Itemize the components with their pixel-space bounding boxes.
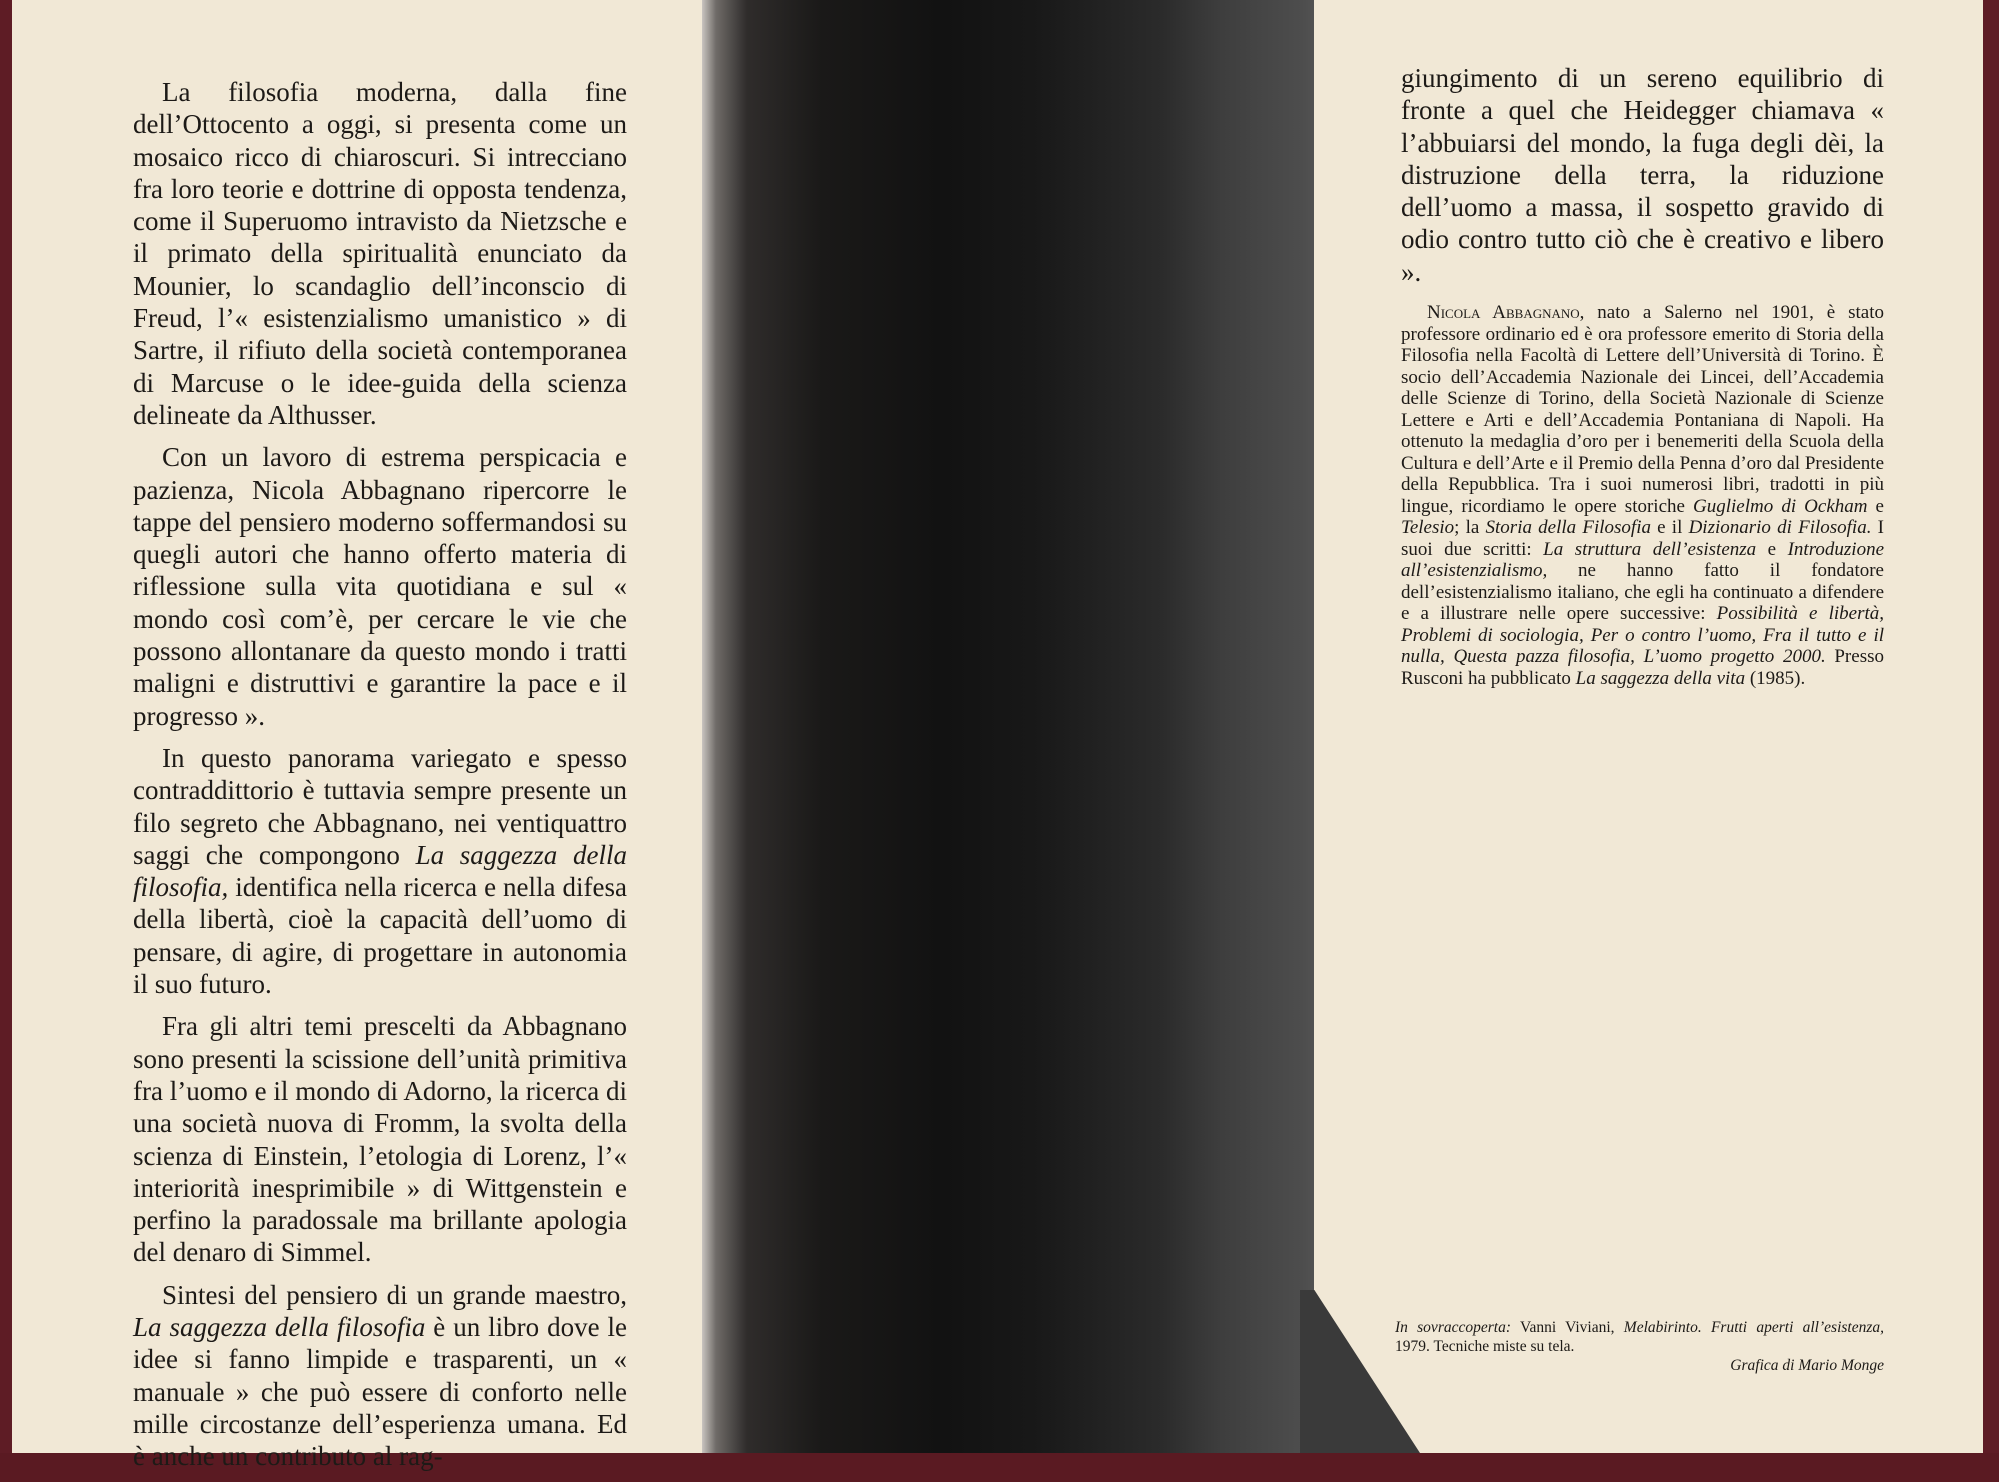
bio-text: I suoi due scritti:: [1401, 517, 1884, 560]
bio-text: e il: [1650, 517, 1689, 538]
work-title: Possibilità e libertà, Problemi di sociologia, Per o contro l’uomo, Fra il tutto e il nulla, Questa pazza filosofia, L’uomo progetto 2000.: [1401, 603, 1884, 667]
book-title: La saggezza della filosofia: [133, 1311, 426, 1342]
left-paragraph-5: [133, 1279, 627, 1473]
author-bio-paragraph: [1401, 302, 1884, 689]
work-title: Guglielmo di Ockham: [1693, 495, 1868, 517]
work-title: La saggezza della vita: [1575, 667, 1746, 689]
right-cover-edge: [1983, 0, 1999, 1453]
graphics-credit: Grafica di Mario Monge: [1730, 1357, 1884, 1374]
credit-artist: Vanni Viviani,: [1511, 1319, 1624, 1336]
bio-text: e: [1756, 538, 1788, 560]
bio-text: ne hanno fatto il fondatore dell’esistenzialismo italiano, che egli ha continuato a difendere e a illustrare nelle opere successive:: [1401, 560, 1884, 624]
author-bio: [1401, 302, 1884, 689]
center-fold-shadow: [702, 0, 1322, 1453]
bio-text: Presso Rusconi ha pubblicato: [1401, 646, 1884, 689]
left-paragraph-3-start: In questo panorama variegato e spesso contraddittorio è tuttavia sempre presente un filo segreto che Abbagnano, nei ventiquattro saggi che compongono: [133, 742, 627, 870]
left-paragraph-3-end: identifica nella ricerca e nella difesa della libertà, cioè la capacità dell’uomo di pensare, di agire, di progettare in autonomia il suo futuro.: [133, 872, 627, 1000]
left-paragraph-1: La filosofia moderna, dalla fine dell’Ottocento a oggi, si presenta come un mosaico ricco di chiaroscuri. Si intrecciano fra loro teorie e dottrine di opposta tendenza, come il Superuomo intravisto da Nietzsche e il primato della spiritualità enunciato da Mounier, lo scandaglio dell’inconscio di Freud, l’« esistenzialismo umanistico » di Sartre, il rifiuto della società contemporanea di Marcuse o le idee-guida della scienza delineate da Althusser.: [133, 77, 627, 430]
work-title: La struttura dell’esistenza: [1543, 538, 1757, 560]
left-flap-text: [133, 76, 627, 1482]
bio-text: (1985).: [1745, 667, 1806, 689]
left-paragraph-2: Con un lavoro di estrema perspicacia e pazienza, Nicola Abbagnano ripercorre le tappe del pensiero moderno soffermandosi su quegli autori che hanno offerto materia di riflessione sulla vita quotidiana e sul « mondo così com’è, per cercare le vie che possono allontanare da questo mondo i tratti maligni e distruttivi e garantire la pace e il progresso ».: [133, 442, 627, 731]
bio-text: e: [1867, 495, 1884, 517]
left-cover-edge: [0, 0, 12, 1453]
left-paragraph-4: Fra gli altri temi prescelti da Abbagnano sono presenti la scissione dell’unità primitiva fra l’uomo e il mondo di Adorno, la ricerca di una società nuova di Fromm, la svolta della scienza di Einstein, l’etologia di Lorenz, l’« interiorità inesprimibile » di Wittgenstein e perfino la paradossale ma brillante apologia del denaro di Simmel.: [133, 1011, 627, 1268]
work-title: Introduzione all’esistenzialismo,: [1401, 538, 1885, 581]
work-title: Storia della Filosofia: [1485, 517, 1651, 538]
credit-work: Melabirinto. Frutti aperti all’esistenza,: [1623, 1319, 1884, 1336]
book-title: La saggezza della filosofia,: [133, 839, 627, 903]
right-flap-continuation: giungimento di un sereno equilibrio di fronte a quel che Heidegger chiamava « l’abbuiarsi del mondo, la fuga degli dèi, la distruzione della terra, la riduzione dell’uomo a massa, il sospetto gravido di odio contro tutto ciò che è creativo e libero ».: [1401, 63, 1884, 287]
left-paragraph-3: [133, 742, 627, 1000]
cover-credit: [1395, 1318, 1884, 1375]
left-paragraph-5-end: è un libro dove le idee si fanno limpide e trasparenti, un « manuale » che può essere di conforto nelle mille circostanze dell’esperienza umana. Ed è anche un contributo al rag-: [133, 1311, 627, 1472]
author-name: Nicola Abbagnano: [1427, 302, 1580, 323]
bio-text: , nato a Salerno nel 1901, è stato professore ordinario ed è ora professore emerito di Storia della Filosofia nella Facoltà di Lettere dell’Università di Torino. È socio dell’Accademia Nazionale dei Lincei, dell’Accademia delle Scienze di Torino, della Società Nazionale di Scienze Lettere e Arti e dell’Accademia Pontaniana di Napoli. Ha ottenuto la medaglia d’oro per i benemeriti della Scuola della Cultura e dell’Arte e il Premio della Penna d’oro dal Presidente della Repubblica. Tra i suoi numerosi libri, tradotti in più lingue, ricordiamo le opere storiche: [1401, 302, 1884, 517]
work-title: Dizionario di Filosofia.: [1688, 517, 1872, 538]
left-paragraph-5-start: Sintesi del pensiero di un grande maestro,: [162, 1279, 627, 1310]
work-title: Telesio: [1401, 517, 1455, 538]
credit-details: 1979. Tecniche miste su tela.: [1395, 1338, 1575, 1355]
cover-art-credit: [1395, 1318, 1884, 1356]
bio-text: ; la: [1454, 517, 1486, 538]
credit-label: In sovraccoperta:: [1395, 1319, 1511, 1336]
